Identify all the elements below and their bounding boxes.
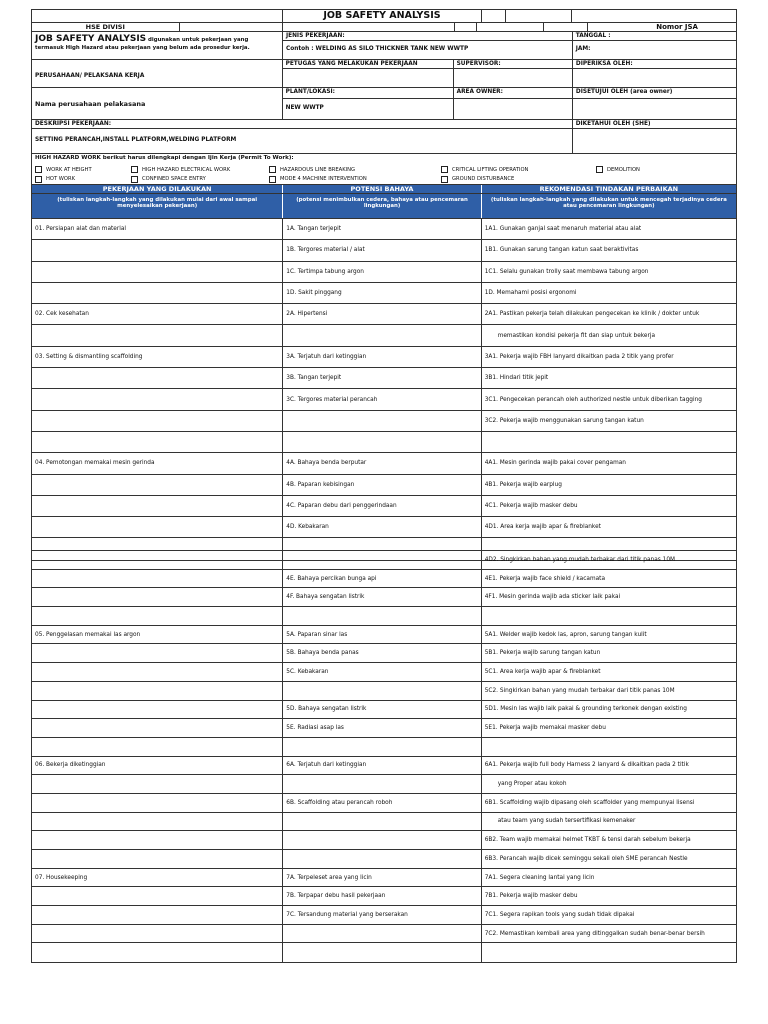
pekerjaan-cell[interactable] [32, 389, 283, 409]
high-hazard-section [32, 154, 736, 185]
jsa-intro-row [32, 32, 736, 60]
perusahaan-label: PERUSAHAAN/ PELAKSANA KERJA [32, 60, 283, 87]
potensi-bahaya-cell[interactable]: 4A. Bahaya benda berputar [283, 453, 481, 473]
potensi-bahaya-cell[interactable]: 4C. Paparan debu dari penggerindaan [283, 496, 481, 516]
rekomendasi-cell[interactable]: yang Proper atau kokoh [497, 781, 567, 788]
col-pekerjaan-title: PEKERJAAN YANG DILAKUKAN [32, 185, 283, 193]
potensi-bahaya-cell[interactable]: 5B. Bahaya benda panas [283, 644, 481, 662]
potensi-bahaya-cell[interactable]: 1B. Tergores material / alat [283, 240, 481, 260]
rekomendasi-cell[interactable]: 1D. Memahami posisi ergonomi [484, 290, 577, 297]
title-row [32, 10, 736, 23]
table-row [32, 432, 736, 453]
table-row [32, 850, 736, 869]
pekerjaan-cell[interactable] [32, 607, 283, 625]
checkbox-label: CRITICAL LIFTING OPERATION [452, 166, 529, 173]
table-row [32, 626, 736, 645]
pekerjaan-cell[interactable] [32, 738, 283, 756]
pekerjaan-cell[interactable]: 04. Pemotongan memakai mesin gerinda [32, 453, 283, 473]
table-row [32, 757, 736, 776]
potensi-bahaya-cell[interactable]: 3A. Terjatuh dari ketinggian [283, 347, 481, 367]
table-row [32, 869, 736, 888]
table-row [32, 283, 736, 304]
col-potensi-title: POTENSI BAHAYA [283, 185, 481, 193]
table-row [32, 738, 736, 757]
supervisor-field[interactable] [454, 69, 572, 87]
pekerjaan-cell[interactable] [32, 775, 283, 793]
potensi-bahaya-cell[interactable]: 7B. Terpapar debu hasil pekerjaan [283, 887, 481, 905]
checkbox-label: WORK AT HEIGHT [46, 166, 92, 173]
table-row [32, 453, 736, 474]
pekerjaan-cell[interactable] [32, 240, 283, 260]
pekerjaan-cell[interactable]: 05. Penggelasan memakai las argon [32, 626, 283, 644]
rekomendasi-cell[interactable]: 4B1. Pekerja wajib earplug [484, 481, 562, 488]
table-row [32, 347, 736, 368]
jenis-pekerjaan-value[interactable]: Contoh : WELDING AS SILO THICKNER TANK NEW WWTP [285, 46, 469, 52]
checkbox-label: HAZARDOUS LINE BREAKING [280, 166, 356, 173]
pekerjaan-cell[interactable] [32, 325, 283, 345]
tanggal-field[interactable]: TANGGAL : [573, 32, 736, 41]
table-row [32, 831, 736, 850]
pekerjaan-cell[interactable] [32, 719, 283, 737]
potensi-bahaya-cell[interactable]: 4E. Bahaya percikan bunga api [283, 570, 481, 588]
pekerjaan-cell[interactable]: 01. Persiapan alat dan material [32, 219, 283, 239]
checkbox-ground-disturbance[interactable] [441, 176, 596, 183]
rekomendasi-cell[interactable]: 4C1. Pekerja wajib masker debu [484, 503, 578, 509]
checkbox-confined-space[interactable] [131, 176, 269, 183]
rekomendasi-cell[interactable]: memastikan kondisi pekerja fit dan siap untuk bekerja [497, 332, 656, 339]
checkbox-mode-4-machine[interactable] [269, 176, 441, 183]
checkbox-hazardous-line-breaking[interactable] [269, 166, 441, 173]
table-row [32, 794, 736, 813]
rekomendasi-cell[interactable]: 5E1. Pekerja wajib memakai masker debu [484, 725, 606, 732]
plant-value[interactable]: NEW WWTP [285, 105, 324, 111]
jsa-heading: JOB SAFETY ANALYSIS [35, 34, 147, 44]
potensi-bahaya-cell[interactable] [283, 607, 481, 625]
nomor-jsa-label: Nomor JSA [656, 23, 698, 31]
table-row [32, 588, 736, 607]
checkbox-icon [131, 176, 138, 183]
checkbox-high-hazard-electrical[interactable] [131, 166, 269, 173]
potensi-bahaya-cell[interactable] [283, 432, 481, 452]
table-row [32, 887, 736, 906]
rekomendasi-cell[interactable]: 1A1. Gunakan ganjal saat menaruh material atau alat [484, 226, 642, 233]
rekomendasi-cell[interactable]: 5C2. Singkirkan bahan yang mudah terbakar dari titik panas 10M [484, 687, 675, 694]
division-row [32, 23, 736, 32]
jam-field[interactable]: JAM: [575, 46, 591, 52]
jsa-description-1: digunakan untuk pekerjaan yang [148, 37, 249, 43]
checkbox-critical-lifting[interactable] [441, 166, 596, 173]
rekomendasi-cell[interactable]: 3A1. Pekerja wajib FBH lanyard dikaitkan pada 2 titik yang profer [484, 353, 674, 360]
potensi-bahaya-cell[interactable]: 5E. Radiasi asap las [283, 719, 481, 737]
pekerjaan-cell[interactable] [32, 368, 283, 388]
pekerjaan-cell[interactable] [32, 496, 283, 516]
checkbox-icon [35, 166, 42, 173]
pekerjaan-cell[interactable] [32, 887, 283, 905]
potensi-bahaya-cell[interactable]: 1D. Sakit pinggang [283, 283, 481, 303]
checkbox-icon [441, 166, 448, 173]
rekomendasi-cell[interactable] [482, 738, 736, 756]
deskripsi-row [32, 120, 736, 154]
deskripsi-label: DESKRIPSI PEKERJAAN: [32, 120, 572, 129]
rekomendasi-cell[interactable]: 4F1. Mesin gerinda wajib ada sticker laik pakai [484, 594, 621, 601]
high-hazard-label: HIGH HAZARD WORK berikut harus dilengkapi dengan Ijin Kerja (Permit To Work): [35, 155, 294, 161]
table-row [32, 496, 736, 517]
rekomendasi-cell[interactable]: 5B1. Pekerja wajib sarung tangan katun [484, 650, 601, 657]
checkbox-label: GROUND DISTURBANCE [452, 176, 515, 183]
jsa-description-2: termasuk High Hazard atau pekerjaan yang belum ada prosedur kerja. [35, 44, 250, 51]
hazard-checkbox-row-2 [32, 174, 736, 184]
pekerjaan-cell[interactable] [32, 813, 283, 831]
checkbox-icon [131, 166, 138, 173]
table-row [32, 775, 736, 794]
table-row [32, 570, 736, 589]
plant-label: PLANT/LOKASI: [283, 88, 453, 99]
division-label: HSE DIVISI [32, 23, 180, 31]
potensi-bahaya-cell[interactable]: 4B. Paparan kebisingan [283, 475, 481, 495]
table-row [32, 262, 736, 283]
table-row [32, 663, 736, 682]
column-title-row [32, 185, 736, 194]
table-row [32, 607, 736, 626]
rekomendasi-cell[interactable]: 7A1. Segera cleaning lantai yang licin [484, 874, 595, 881]
rekomendasi-cell[interactable]: 6B3. Perancah wajib dicek seminggu sekali oleh SME perancah Nestle [484, 855, 688, 862]
rekomendasi-cell[interactable]: 6B2. Team wajib memakai helmet TKBT & tensi darah sebelum bekerja [484, 837, 691, 844]
pekerjaan-cell[interactable]: 07. Housekeeping [32, 869, 283, 887]
checkbox-icon [596, 166, 603, 173]
table-row [32, 411, 736, 432]
pekerjaan-cell[interactable]: 06. Bekerja diketinggian [32, 757, 283, 775]
pekerjaan-cell[interactable] [32, 943, 283, 962]
potensi-bahaya-cell[interactable]: 1C. Tertimpa tabung argon [283, 262, 481, 282]
rekomendasi-cell[interactable]: 4A1. Mesin gerinda wajib pakai cover pengaman [484, 460, 626, 467]
rekomendasi-cell[interactable]: 3C1. Pengecekan perancah oleh authorized nestle untuk diberikan tagging [484, 396, 702, 403]
area-owner-label: AREA OWNER: [454, 88, 572, 99]
rekomendasi-cell[interactable]: 4D2. Singkirkan bahan yang mudah terbakar dari titik panas 10M [484, 556, 676, 563]
checkbox-label: MODE 4 MACHINE INTERVENTION [280, 176, 367, 183]
potensi-bahaya-cell[interactable] [283, 831, 481, 849]
pekerjaan-cell[interactable] [32, 551, 283, 569]
rekomendasi-cell[interactable] [482, 607, 736, 625]
petugas-field[interactable] [283, 69, 453, 87]
potensi-bahaya-cell[interactable]: 4D. Kebakaran [283, 517, 481, 537]
checkbox-label: HIGH HAZARD ELECTRICAL WORK [142, 166, 231, 173]
table-row [32, 943, 736, 962]
nama-perusahaan[interactable]: Nama perusahaan pelakasana [32, 88, 283, 119]
jsa-form-page-2 [31, 550, 737, 963]
table-row [32, 368, 736, 389]
jenis-pekerjaan-label: JENIS PEKERJAAN: [283, 32, 572, 41]
table-row [32, 813, 736, 832]
rekomendasi-cell[interactable]: 5A1. Welder wajib kedok las, apron, sarung tangan kulit [484, 631, 647, 638]
company-row [32, 60, 736, 88]
rekomendasi-cell[interactable]: 4E1. Pekerja wajib face shield / kacamata [484, 575, 606, 582]
pekerjaan-cell[interactable]: 02. Cek kesehatan [32, 304, 283, 324]
potensi-bahaya-cell[interactable]: 6B. Scaffolding atau perancah roboh [283, 794, 481, 812]
rekomendasi-cell[interactable]: 7C2. Memastikan kembali area yang ditinggalkan sudah benar-benar bersih [484, 930, 705, 937]
jsa-table-part-1 [32, 219, 736, 560]
rekomendasi-cell[interactable]: 6B1. Scaffolding wajib dipasang oleh scaffolder yang mempunyai lisensi [484, 799, 695, 806]
table-row [32, 925, 736, 944]
plant-row [32, 88, 736, 120]
pekerjaan-cell[interactable] [32, 475, 283, 495]
pekerjaan-cell[interactable] [32, 663, 283, 681]
checkbox-hot-work[interactable] [35, 176, 131, 183]
jsa-form-page-1 [31, 9, 737, 561]
diketahui-label: DIKETAHUI OLEH (SHE) [573, 120, 736, 129]
table-row [32, 719, 736, 738]
table-row [32, 644, 736, 663]
checkbox-work-at-height[interactable] [35, 166, 131, 173]
pekerjaan-cell[interactable] [32, 794, 283, 812]
diketahui-field[interactable] [573, 129, 736, 153]
checkbox-demolition[interactable] [596, 166, 696, 173]
pekerjaan-cell[interactable] [32, 831, 283, 849]
potensi-bahaya-cell[interactable] [283, 850, 481, 868]
rekomendasi-cell[interactable]: 4D1. Area kerja wajib apar & fireblanket [484, 524, 601, 531]
area-owner-field[interactable] [454, 99, 572, 119]
rekomendasi-cell[interactable]: 6A1. Pekerja wajib full body Harness 2 lanyard & dikaitkan pada 2 titik [484, 762, 689, 769]
hazard-checkbox-row-1 [32, 165, 736, 175]
potensi-bahaya-cell[interactable] [283, 551, 481, 569]
potensi-bahaya-cell[interactable]: 6A. Terjatuh dari ketinggian [283, 757, 481, 775]
pekerjaan-cell[interactable] [32, 283, 283, 303]
potensi-bahaya-cell[interactable] [283, 943, 481, 962]
table-row [32, 517, 736, 538]
checkbox-icon [35, 176, 42, 183]
rekomendasi-cell[interactable] [482, 943, 736, 962]
pekerjaan-cell[interactable] [32, 906, 283, 924]
deskripsi-value[interactable]: SETTING PERANCAH,INSTALL PLATFORM,WELDING PLATFORM [35, 137, 237, 143]
rekomendasi-cell[interactable]: 7B1. Pekerja wajib masker debu [484, 893, 578, 900]
rekomendasi-cell[interactable]: 3B1. Hindari titik jepit [484, 375, 549, 382]
table-row [32, 389, 736, 410]
rekomendasi-cell[interactable]: 7C1. Segera rapikan tools yang sudah tidak dipakai [484, 911, 635, 918]
potensi-bahaya-cell[interactable] [283, 813, 481, 831]
disetujui-label: DISETUJUI OLEH (area owner) [573, 88, 736, 99]
pekerjaan-cell[interactable] [32, 588, 283, 606]
potensi-bahaya-cell[interactable]: 5C. Kebakaran [283, 663, 481, 681]
supervisor-label: SUPERVISOR: [454, 60, 572, 69]
potensi-bahaya-cell[interactable]: 7A. Terpeleset area yang licin [283, 869, 481, 887]
pekerjaan-cell[interactable] [32, 517, 283, 537]
table-row [32, 240, 736, 261]
rekomendasi-cell[interactable]: 5C1. Area kerja wajib apar & fireblanket [484, 668, 601, 675]
jsa-table-part-2 [32, 551, 736, 962]
potensi-bahaya-cell[interactable]: 3C. Tergores material perancah [283, 389, 481, 409]
pekerjaan-cell[interactable] [32, 850, 283, 868]
petugas-label: PETUGAS YANG MELAKUKAN PEKERJAAN [283, 60, 453, 69]
potensi-bahaya-cell[interactable] [283, 775, 481, 793]
table-row [32, 906, 736, 925]
column-subtitle-row [32, 194, 736, 219]
rekomendasi-cell[interactable]: 3C2. Pekerja wajib menggunakan sarung tangan katun [484, 417, 644, 424]
disetujui-field[interactable] [573, 99, 736, 119]
diperiksa-label: DIPERIKSA OLEH: [573, 60, 736, 69]
table-row [32, 304, 736, 325]
col-pekerjaan-subtitle: (tuliskan langkah-langkah yang dilakukan mulai dari awal sampai menyelesaikan pekerjaan) [32, 194, 283, 218]
diperiksa-field[interactable] [573, 69, 736, 87]
potensi-bahaya-cell[interactable] [283, 925, 481, 943]
potensi-bahaya-cell[interactable]: 5D. Bahaya sengatan listrik [283, 701, 481, 719]
checkbox-label: CONFINED SPACE ENTRY [142, 176, 206, 183]
checkbox-icon [441, 176, 448, 183]
checkbox-label: DEMOLITION [607, 166, 640, 173]
potensi-bahaya-cell[interactable]: 1A. Tangan terjepit [283, 219, 481, 239]
pekerjaan-cell[interactable] [32, 262, 283, 282]
pekerjaan-cell[interactable] [32, 644, 283, 662]
table-row [32, 219, 736, 240]
rekomendasi-cell[interactable]: 2A1. Pastikan pekerja telah dilakukan pengecekan ke klinik / dokter untuk [484, 311, 700, 318]
table-row [32, 682, 736, 701]
potensi-bahaya-cell[interactable]: 2A. Hipertensi [283, 304, 481, 324]
pekerjaan-cell[interactable] [32, 411, 283, 431]
rekomendasi-cell[interactable]: 1B1. Gunakan sarung tangan katun saat beraktivitas [484, 247, 639, 254]
pekerjaan-cell[interactable] [32, 432, 283, 452]
table-row [32, 475, 736, 496]
rekomendasi-cell[interactable]: 1C1. Selalu gunakan trolly saat membawa tabung argon [484, 268, 649, 275]
rekomendasi-cell[interactable] [482, 432, 736, 452]
table-row [32, 701, 736, 720]
table-row [32, 325, 736, 346]
pekerjaan-cell[interactable]: 03. Setting & dismantling scaffolding [32, 347, 283, 367]
potensi-bahaya-cell[interactable] [283, 682, 481, 700]
rekomendasi-cell[interactable]: 5D1. Mesin las wajib laik pakai & grounding terkonek dengan existing [484, 706, 687, 713]
checkbox-icon [269, 166, 276, 173]
form-title: JOB SAFETY ANALYSIS [283, 10, 481, 22]
potensi-bahaya-cell[interactable] [283, 738, 481, 756]
potensi-bahaya-cell[interactable]: 5A. Paparan sinar las [283, 626, 481, 644]
col-potensi-subtitle: (potensi menimbulkan cedera, bahaya atau pencemaran lingkungan) [283, 194, 481, 218]
pekerjaan-cell[interactable] [32, 701, 283, 719]
col-rekomendasi-subtitle: (tuliskan langkah-langkah yang dilakukan untuk mencegah terjadinya cedera atau pencemaran lingkungan) [490, 197, 727, 210]
table-row [32, 551, 736, 570]
pekerjaan-cell[interactable] [32, 925, 283, 943]
col-rekomendasi-title: REKOMENDASI TINDAKAN PERBAIKAN [539, 185, 679, 193]
rekomendasi-cell[interactable]: atau team yang sudah tersertifikasi kemenaker [497, 818, 636, 825]
potensi-bahaya-cell[interactable] [283, 325, 481, 345]
potensi-bahaya-cell[interactable]: 4F. Bahaya sengatan listrik [283, 588, 481, 606]
pekerjaan-cell[interactable] [32, 682, 283, 700]
potensi-bahaya-cell[interactable]: 3B. Tangan terjepit [283, 368, 481, 388]
potensi-bahaya-cell[interactable]: 7C. Tersandung material yang berserakan [283, 906, 481, 924]
potensi-bahaya-cell[interactable] [283, 411, 481, 431]
checkbox-icon [269, 176, 276, 183]
pekerjaan-cell[interactable] [32, 570, 283, 588]
checkbox-label: HOT WORK [46, 176, 76, 183]
